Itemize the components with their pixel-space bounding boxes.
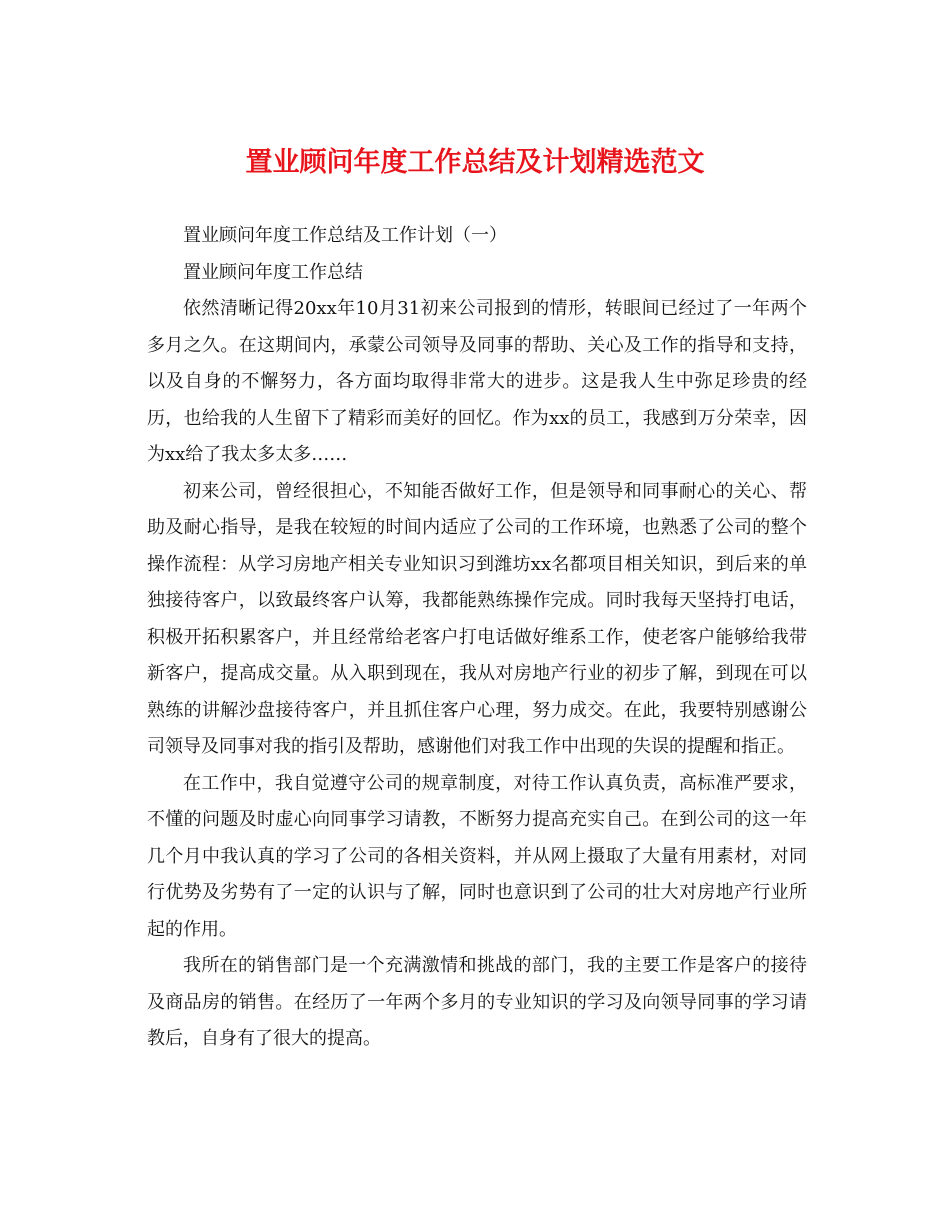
sub-heading: 置业顾问年度工作总结 [183, 261, 363, 283]
document-body [147, 218, 807, 1058]
paragraph-3: 在工作中，我自觉遵守公司的规章制度，对待工作认真负责，高标准严要求，不懂的问题及时虚心向同事学习请教，不断努力提高充实自己。在到公司的这一年几个月中我认真的学习了公司的各相关资料，并从网上摄取了大量有用素材，对同行优势及劣势有了一定的认识与了解，同时也意识到了公司的壮大对房地产行业所起的作用。 [147, 772, 807, 940]
section-heading: 置业顾问年度工作总结及工作计划（一） [183, 225, 507, 246]
paragraph-2: 初来公司，曾经很担心，不知能否做好工作，但是领导和同事耐心的关心、帮助及耐心指导，是我在较短的时间内适应了公司的工作环境，也熟悉了公司的整个操作流程：从学习房地产相关专业知识习到潍坊xx名都项目相关知识，到后来的单独接待客户，以致最终客户认筹，我都能熟练操作完成。同时我每天坚持打电话，积极开拓积累客户，并且经常给老客户打电话做好维系工作，使老客户能够给我带新客户，提高成交量。从入职到现在，我从对房地产行业的初步了解，到现在可以熟练的讲解沙盘接待客户，并且抓住客户心理，努力成交。在此，我要特别感谢公司领导及同事对我的指引及帮助，感谢他们对我工作中出现的失误的提醒和指正。 [147, 480, 807, 757]
paragraph-1: 依然清晰记得20xx年10月31初来公司报到的情形，转眼间已经过了一年两个多月之久。在这期间内，承蒙公司领导及同事的帮助、关心及工作的指导和支持，以及自身的不懈努力，各方面均取得非常大的进步。这是我人生中弥足珍贵的经历，也给我的人生留下了精彩而美好的回忆。作为xx的员工，我感到万分荣幸，因为xx给了我太多太多…… [147, 298, 807, 465]
paragraph-4: 我所在的销售部门是一个充满激情和挑战的部门，我的主要工作是客户的接待及商品房的销售。在经历了一年两个多月的专业知识的学习及向领导同事的学习请教后，自身有了很大的提高。 [147, 955, 807, 1049]
document-title: 置业顾问年度工作总结及计划精选范文 [245, 147, 705, 178]
